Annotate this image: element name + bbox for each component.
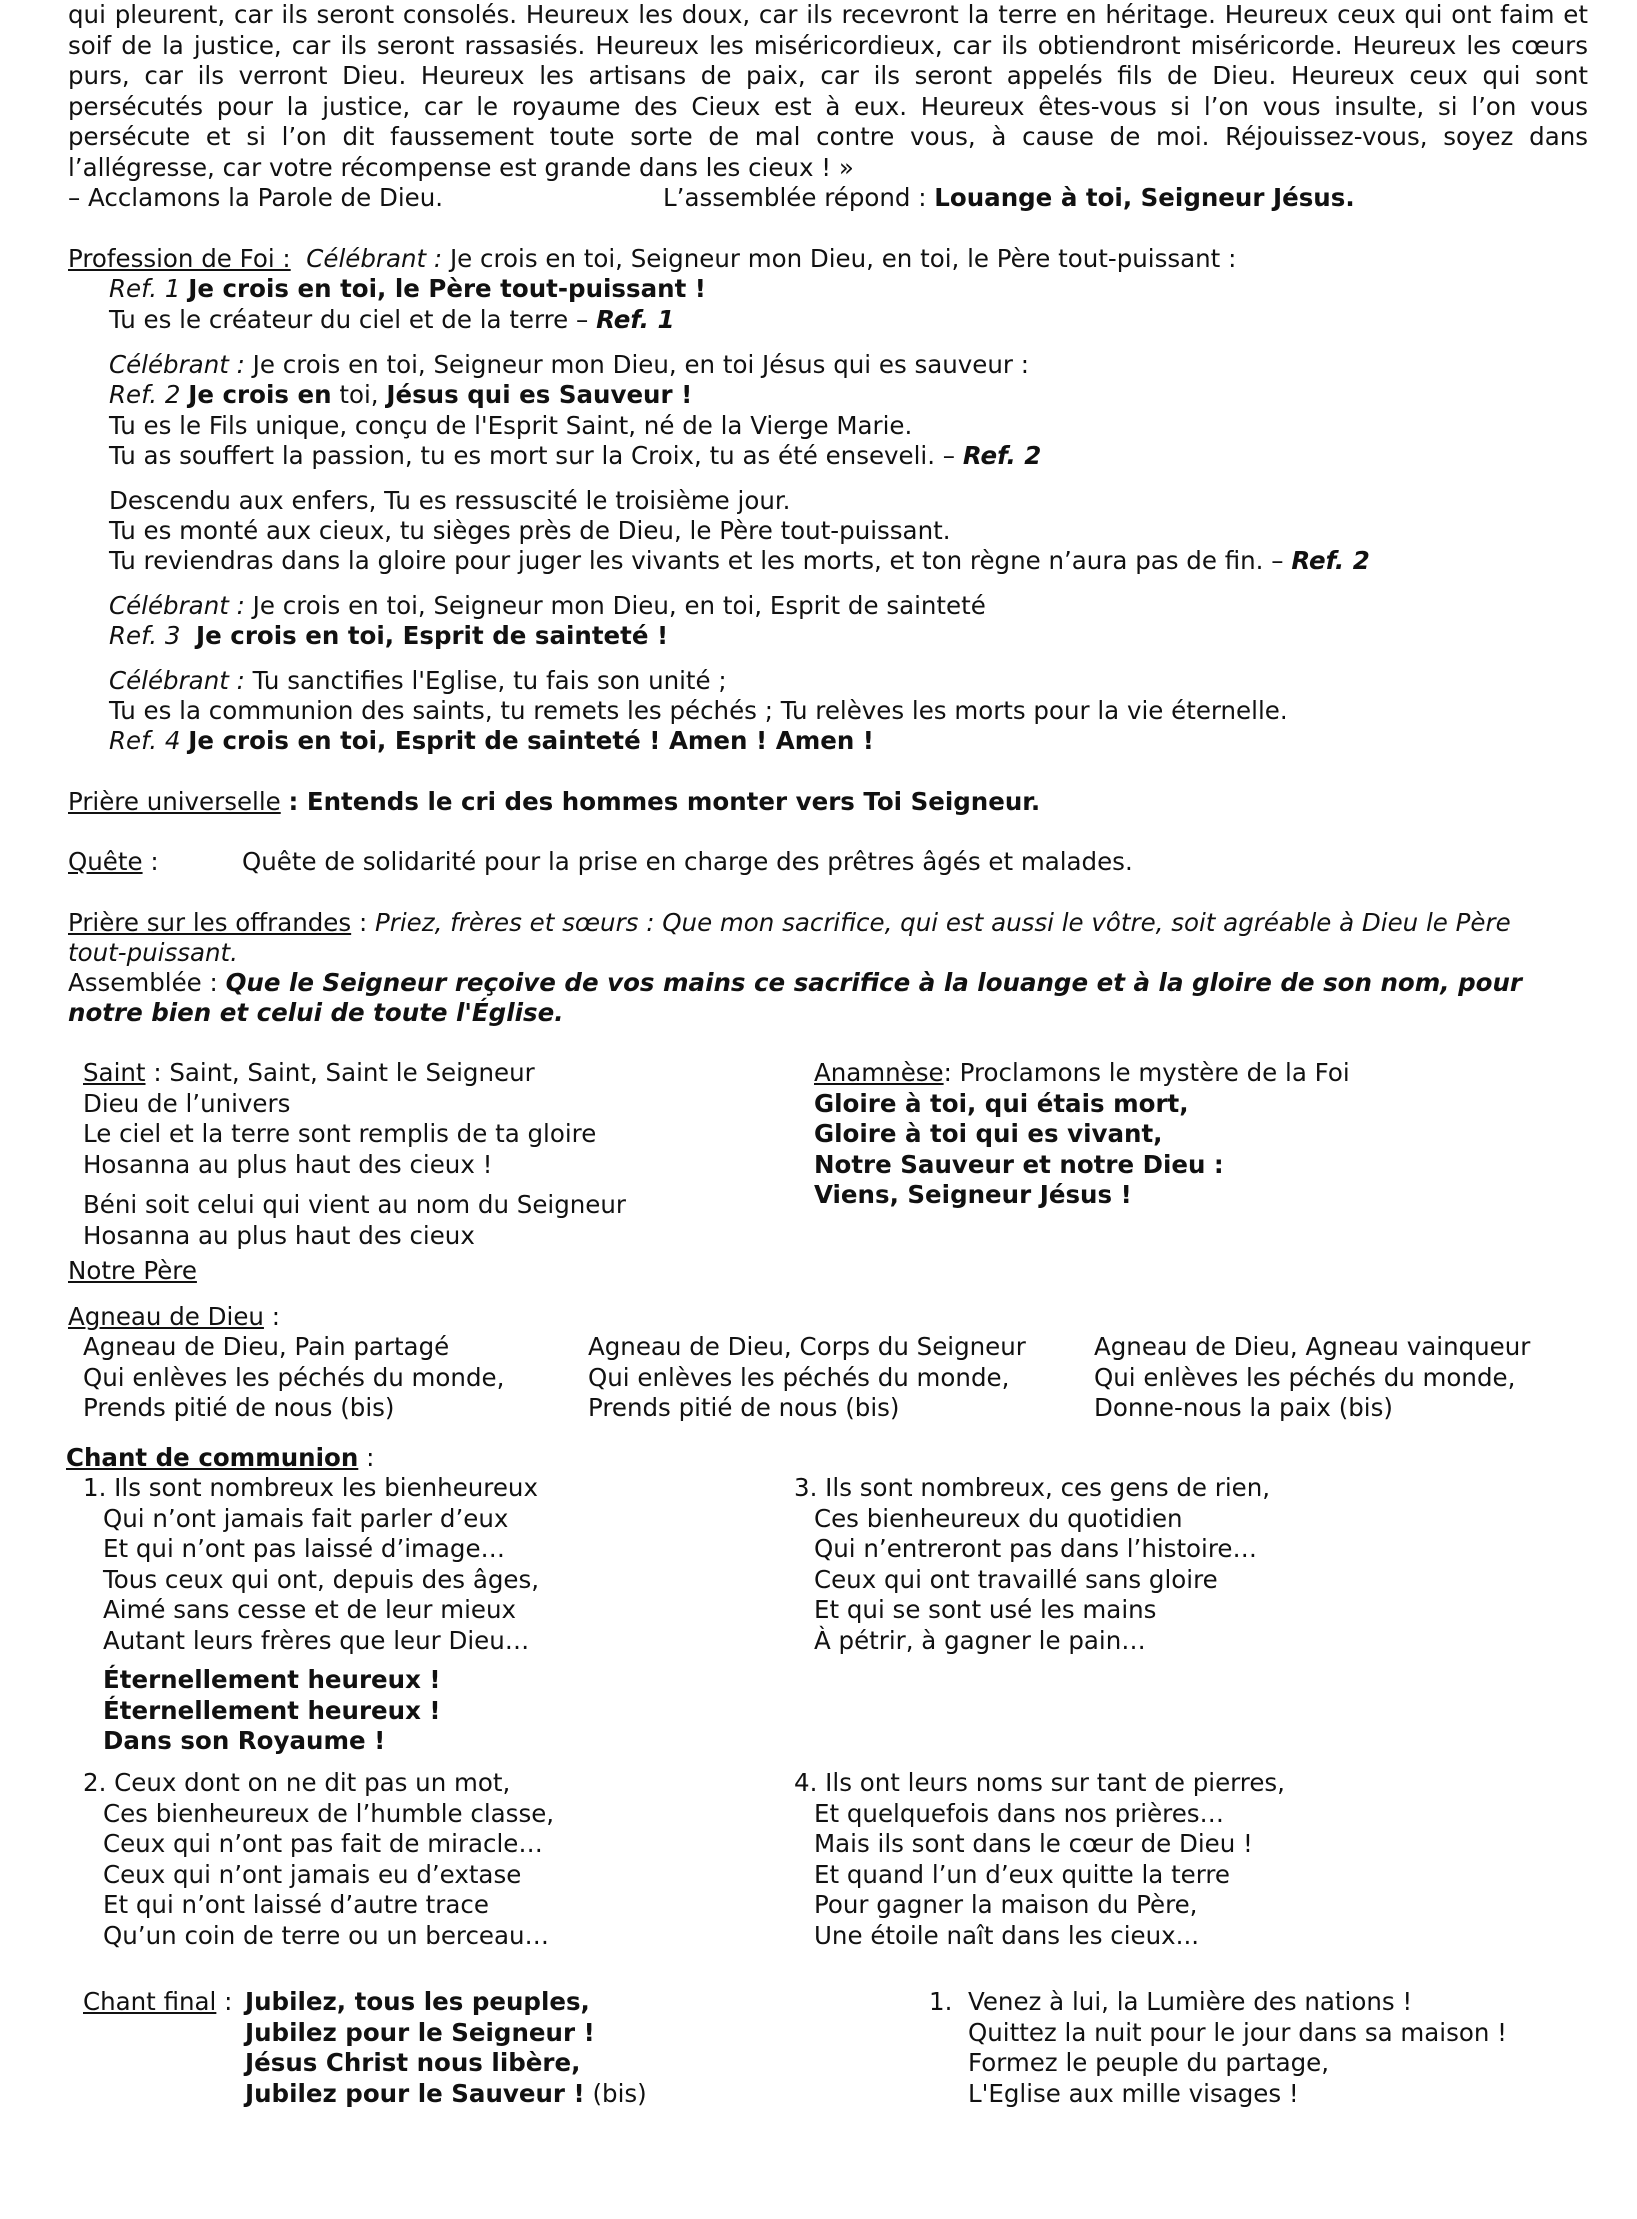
assembly-line1: Assemblée : Que le Seigneur reçoive de vos mains ce sacrifice à la louange et à la gloire de son nom, pour: [68, 968, 1522, 997]
celebrant-intro2: Célébrant : Je crois en toi, Seigneur mon Dieu, en toi Jésus qui es sauveur :: [109, 350, 1030, 379]
saint-heading: Saint: [83, 1058, 146, 1087]
profession-intro1: Je crois en toi, Seigneur mon Dieu, en toi, le Père tout-puissant :: [449, 244, 1237, 273]
profession-heading: Profession de Foi :: [68, 244, 291, 273]
return-line: Tu reviendras dans la gloire pour juger les vivants et les morts, et ton règne n’aura pas de fin. – Ref. 2: [109, 546, 1370, 575]
son-line: Tu es le Fils unique, conçu de l'Esprit Saint, né de la Vierge Marie.: [109, 411, 913, 440]
communion-heading-line: Chant de communion :: [66, 1443, 375, 1472]
celebrant-intro4: Célébrant : Tu sanctifies l'Eglise, tu fais son unité ;: [109, 666, 727, 695]
lamb-column-3: Agneau de Dieu, Agneau vainqueur Qui enlèves les péchés du monde, Donne-nous la paix (bis): [1094, 1332, 1531, 1422]
hell-line: Descendu aux enfers, Tu es ressuscité le troisième jour.: [109, 486, 791, 515]
gospel-text: qui pleurent, car ils seront consolés. Heureux les doux, car ils recevront la terre en héritage. Heureux ceux qui ont faim et soif de la justice, car ils seront rassasiés. Heureux les miséricordieux, car ils obtiendront miséricorde. Heureux les cœurs purs, car ils verront Dieu. Heureux les artisans de paix, car ils seront appelés fils de Dieu. Heureux ceux qui sont persécutés pour la justice, car le royaume des Cieux est à eux. Heureux êtes-vous si l’on vous insulte, si l’on vous persécute et si l’on dit faussement toute sorte de mal contre vous, à cause de moi. Réjouissez-vous, soyez dans l’allégresse, car votre récompense est grande dans les cieux ! »: [68, 0, 1588, 182]
celebrant-label: Célébrant :: [306, 244, 443, 273]
saint-line: Hosanna au plus haut des cieux: [83, 1220, 475, 1250]
anamnesis-line: Gloire à toi qui es vivant,: [814, 1119, 1163, 1148]
final-heading-line: Chant final :: [83, 1987, 233, 2016]
communion-verse-3: 3. Ils sont nombreux, ces gens de rien, Ces bienheureux du quotidien Qui n’entreront pas dans l’histoire… Ceux qui ont travaillé sans gloire Et qui se sont usé les mains À pétrir, à gagner le pain…: [794, 1473, 1271, 1655]
universal-prayer-text: : Entends le cri des hommes monter vers Toi Seigneur.: [288, 787, 1041, 816]
assembly-line2: notre bien et celui de toute l'Église.: [68, 998, 564, 1027]
creator-line: Tu es le créateur du ciel et de la terre – Ref. 1: [109, 305, 675, 334]
response-text: Louange à toi, Seigneur Jésus.: [934, 183, 1355, 212]
collection-heading: Quête: [68, 847, 143, 876]
ref2-line: Ref. 2 Je crois en toi, Jésus qui es Sauveur !: [109, 380, 693, 409]
lamb-column-2: Agneau de Dieu, Corps du Seigneur Qui enlèves les péchés du monde, Prends pitié de nous (bis): [588, 1332, 1026, 1422]
lamb-heading: Agneau de Dieu: [68, 1302, 264, 1331]
communion-refrain: Éternellement heureux ! Éternellement heureux ! Dans son Royaume !: [103, 1665, 441, 1755]
profession-intro: [68, 244, 1236, 275]
communion-verse-1: 1. Ils sont nombreux les bienheureux Qui n’ont jamais fait parler d’eux Et qui n’ont pas laissé d’image… Tous ceux qui ont, depuis des âges, Aimé sans cesse et de leur mieux Autant leurs frères que leur Dieu…: [83, 1473, 540, 1655]
response-label: L’assemblée répond :: [663, 183, 927, 212]
communion-heading: Chant de communion: [66, 1443, 359, 1472]
passion-line: Tu as souffert la passion, tu es mort sur la Croix, tu as été enseveli. – Ref. 2: [109, 441, 1042, 470]
communion-verse-2: 2. Ceux dont on ne dit pas un mot, Ces bienheureux de l’humble classe, Ceux qui n’ont pas fait de miracle… Ceux qui n’ont jamais eu d’extase Et qui n’ont laissé d’autre trace Qu’un coin de terre ou un berceau…: [83, 1768, 555, 1950]
heaven-line: Tu es monté aux cieux, tu sièges près de Dieu, le Père tout-puissant.: [109, 516, 951, 545]
lamb-column-1: Agneau de Dieu, Pain partagé Qui enlèves les péchés du monde, Prends pitié de nous (bis): [83, 1332, 505, 1422]
acclamation: – Acclamons la Parole de Dieu.: [68, 183, 444, 212]
collection: Quête :: [68, 847, 159, 876]
ref1-line: Ref. 1 Je crois en toi, le Père tout-puissant !: [109, 274, 706, 303]
final-verse-number: 1.: [929, 1987, 953, 2016]
final-refrain: Jubilez, tous les peuples, Jubilez pour le Seigneur ! Jésus Christ nous libère, Jubilez pour le Sauveur ! (bis): [245, 1987, 647, 2108]
universal-prayer: [68, 787, 1040, 818]
final-verse: Venez à lui, la Lumière des nations ! Quittez la nuit pour le jour dans sa maison ! Formez le peuple du partage, L'Eglise aux mille visages !: [968, 1987, 1507, 2108]
anamnesis-block: Anamnèse: Proclamons le mystère de la Foi Gloire à toi, qui étais mort, Gloire à toi qui es vivant, Notre Sauveur et notre Dieu : Viens, Seigneur Jésus !: [814, 1058, 1350, 1209]
saint-block: Saint : Saint, Saint, Saint le Seigneur Dieu de l’univers Le ciel et la terre sont remplis de ta gloire Hosanna au plus haut des cieux ! Béni soit celui qui vient au nom du Seigneur Hosanna au plus haut des cieux: [83, 1058, 626, 1250]
offerings-line1: Prière sur les offrandes : Priez, frères et sœurs : Que mon sacrifice, qui est aussi le vôtre, soit agréable à Dieu le Père: [68, 908, 1511, 937]
ref3-line: Ref. 3 Je crois en toi, Esprit de sainteté !: [109, 621, 669, 650]
communion-verse-4: 4. Ils ont leurs noms sur tant de pierres, Et quelquefois dans nos prières… Mais ils sont dans le cœur de Dieu ! Et quand l’un d’eux quitte la terre Pour gagner la maison du Père, Une étoile naît dans les cieux...: [794, 1768, 1285, 1950]
assembly-response: [663, 183, 1355, 214]
lamb-heading-line: Agneau de Dieu :: [68, 1302, 280, 1331]
saint-line: Béni soit celui qui vient au nom du Seigneur: [83, 1190, 626, 1219]
offerings-heading: Prière sur les offrandes: [68, 908, 352, 937]
saint-line: Dieu de l’univers: [83, 1088, 291, 1118]
anamnesis-line: Notre Sauveur et notre Dieu :: [814, 1149, 1224, 1179]
saint-line: Le ciel et la terre sont remplis de ta gloire: [83, 1119, 597, 1148]
anamnesis-line: Gloire à toi, qui étais mort,: [814, 1088, 1189, 1118]
final-heading: Chant final: [83, 1987, 217, 2016]
anamnesis-heading: Anamnèse: [814, 1058, 944, 1087]
communion-saints-line: Tu es la communion des saints, tu remets les péchés ; Tu relèves les morts pour la vie éternelle.: [109, 696, 1288, 725]
ref4-line: Ref. 4 Je crois en toi, Esprit de sainteté ! Amen ! Amen !: [109, 726, 874, 755]
saint-line: Hosanna au plus haut des cieux !: [83, 1149, 493, 1179]
anamnesis-line: Viens, Seigneur Jésus !: [814, 1180, 1132, 1209]
offerings-line2: tout-puissant.: [68, 938, 238, 967]
collection-text: Quête de solidarité pour la prise en charge des prêtres âgés et malades.: [242, 847, 1133, 876]
celebrant-intro3: Célébrant : Je crois en toi, Seigneur mon Dieu, en toi, Esprit de sainteté: [109, 591, 986, 620]
universal-prayer-heading: Prière universelle: [68, 787, 281, 816]
our-father-heading: Notre Père: [68, 1256, 197, 1285]
